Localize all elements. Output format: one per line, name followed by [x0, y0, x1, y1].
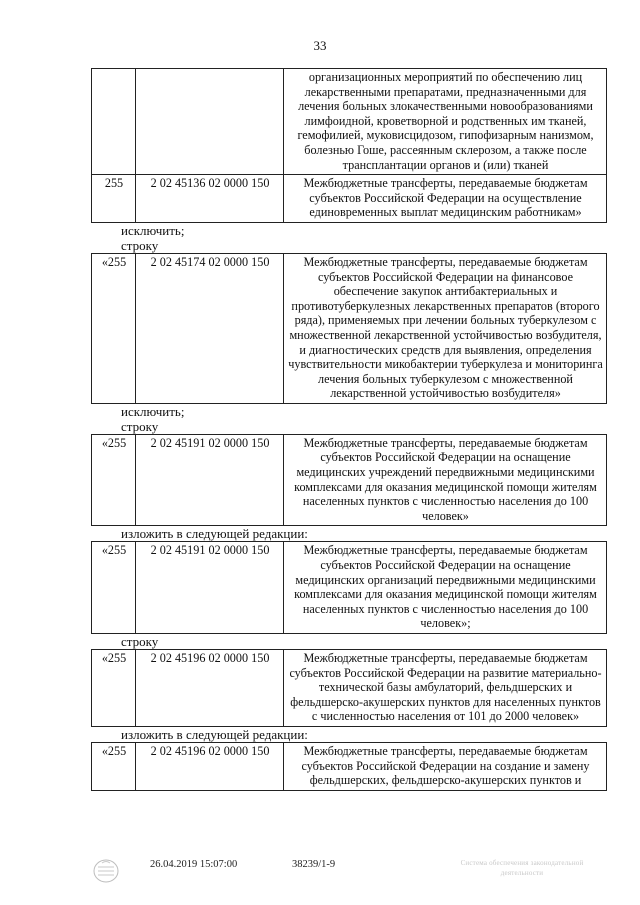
classification-table: [91, 434, 607, 527]
admin-code-cell: «255: [92, 434, 136, 526]
amendment-instruction: исключить;: [121, 222, 185, 238]
description-cell: Межбюджетные трансферты, передаваемые бюджетам субъектов Российской Федерации на финансовое обеспечение закупок антибактериальных и противотуберкулезных лекарственных препаратов (второго ряда), применяемых при лечении больных туберкулезом с множественной лекарственной устойчивостью возбудителя, и диагностических средств для выявления, определения чувствительности микобактерии туберкулеза и мониторинга лечения больных туберкулезом с множественной лекарственной устойчивостью возбудителя»: [284, 253, 607, 403]
page-footer: [0, 858, 640, 898]
table-row: [92, 69, 607, 175]
admin-code-cell: «255: [92, 742, 136, 790]
table-row: [92, 650, 607, 727]
admin-code-cell: «255: [92, 650, 136, 727]
table-row: [92, 175, 607, 223]
footer-timestamp: 26.04.2019 15:07:00: [150, 859, 238, 870]
classification-table: [91, 649, 607, 727]
amendment-instruction: изложить в следующей редакции:: [121, 726, 308, 742]
classification-table: [91, 253, 607, 404]
budget-code-cell: 2 02 45196 02 0000 150: [136, 650, 284, 727]
table-row: [92, 742, 607, 790]
amendment-instruction: исключить;: [121, 403, 185, 419]
description-cell: Межбюджетные трансферты, передаваемые бюджетам субъектов Российской Федерации на развитие материально-технической базы амбулаторий, фельдшерских и фельдшерско-акушерских пунктов для населенных пунктов с численностью населения от 101 до 2000 человек»: [284, 650, 607, 727]
amendment-instruction: изложить в следующей редакции:: [121, 526, 308, 542]
description-cell: Межбюджетные трансферты, передаваемые бюджетам субъектов Российской Федерации на оснащение медицинских организаций передвижными медицинскими комплексами для оказания медицинской помощи жителям населенных пунктов с численностью населения до 100 человек»;: [284, 542, 607, 634]
footer-document-number: 38239/1-9: [292, 859, 336, 870]
description-cell: Межбюджетные трансферты, передаваемые бюджетам субъектов Российской Федерации на оснащение медицинских учреждений передвижными медицинскими комплексами для оказания медицинской помощи жителям населенных пунктов с численностью населения до 100 человек»: [284, 434, 607, 526]
description-cell: организационных мероприятий по обеспечению лиц лекарственными препаратами, предназначенными для лечения больных злокачественными новообразованиями лимфоидной, кроветворной и родственных им тканей, гемофилией, муковисцидозом, гипофизарным нанизмом, болезнью Гоше, рассеянным склерозом, а также после трансплантации органов и (или) тканей: [284, 69, 607, 175]
amendment-instruction: строку: [121, 634, 159, 649]
table-row: [92, 253, 607, 403]
description-cell: Межбюджетные трансферты, передаваемые бюджетам субъектов Российской Федерации на осуществление единовременных выплат медицинским работникам»: [284, 175, 607, 223]
document-body: [91, 68, 606, 791]
footer-watermark: Система обеспечения законодательной деятельности: [460, 859, 584, 877]
budget-code-cell: 2 02 45191 02 0000 150: [136, 434, 284, 526]
table-row: [92, 434, 607, 526]
description-cell: Межбюджетные трансферты, передаваемые бюджетам субъектов Российской Федерации на создание и замену фельдшерских, фельдшерско-акушерских пунктов и: [284, 742, 607, 790]
page-number: 33: [313, 38, 327, 53]
admin-code-cell: «255: [92, 542, 136, 634]
admin-code-cell: 255: [92, 175, 136, 223]
budget-code-cell: 2 02 45191 02 0000 150: [136, 542, 284, 634]
amendment-instruction: строку: [121, 237, 159, 253]
admin-code-cell: [92, 69, 136, 175]
budget-code-cell: 2 02 45196 02 0000 150: [136, 742, 284, 790]
classification-table: [91, 742, 607, 791]
registration-stamp-icon: [92, 858, 120, 884]
budget-code-cell: 2 02 45136 02 0000 150: [136, 175, 284, 223]
table-row: [92, 542, 607, 634]
budget-code-cell: 2 02 45174 02 0000 150: [136, 253, 284, 403]
admin-code-cell: «255: [92, 253, 136, 403]
classification-table: [91, 68, 607, 223]
amendment-instruction: строку: [121, 418, 159, 434]
classification-table: [91, 541, 607, 634]
budget-code-cell: [136, 69, 284, 175]
